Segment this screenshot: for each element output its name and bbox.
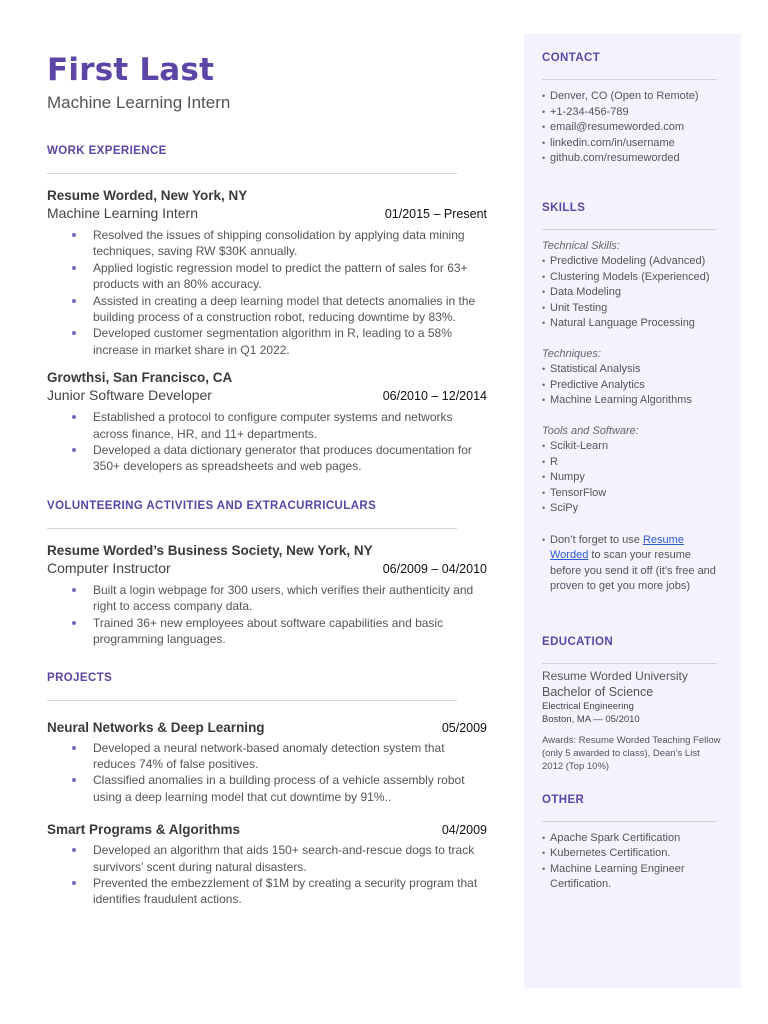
section-heading-projects: PROJECTS [47, 671, 113, 684]
bullet-item: Applied logistic regression model to predict the pattern of sales for 63+ products with an 80% accuracy. [47, 260, 487, 293]
section-divider [542, 79, 717, 80]
skill-item: • Statistical Analysis [542, 362, 723, 378]
bullet-item: Developed a data dictionary generator that produces documentation for 350+ developers as spreadsheets and web pages. [47, 442, 487, 475]
entry-organization: Growthsi, San Francisco, CA [47, 370, 233, 386]
project-title: Smart Programs & Algorithms [47, 822, 241, 838]
bullet-item: Developed a neural network-based anomaly detection system that reduces 74% of false positives. [47, 740, 487, 773]
education-school: Resume Worded University [542, 668, 688, 683]
skill-category-label: Tools and Software: [542, 424, 639, 437]
section-heading-contact: CONTACT [542, 52, 601, 64]
section-divider [542, 821, 717, 822]
sidebar [524, 34, 741, 988]
skill-item: • Clustering Models (Experienced) [542, 270, 723, 286]
entry-bullets [47, 740, 487, 806]
section-heading-work: WORK EXPERIENCE [47, 145, 167, 157]
tip-prefix: Don’t forget to use [550, 533, 643, 546]
tip-suffix: to scan your resume before you send it off (it’s free and proven to get you more jobs) [550, 549, 716, 592]
section-divider [542, 663, 717, 664]
skill-item: • Predictive Modeling (Advanced) [542, 254, 723, 270]
skill-item: • TensorFlow [542, 486, 723, 502]
education-awards: Awards: Resume Worded Teaching Fellow (only 5 awarded to class), Dean’s List 2012 (Top 10%) [542, 734, 721, 772]
section-heading-other: OTHER [542, 793, 585, 806]
skill-item: • Scikit-Learn [542, 439, 723, 455]
entry-dates: 06/2010 – 12/2014 [382, 389, 487, 404]
entry-bullets [47, 842, 487, 908]
resume-tip-text [542, 533, 723, 595]
entry-dates: 06/2009 – 04/2010 [382, 561, 487, 576]
education-location-date: Boston, MA — 05/2010 [542, 713, 640, 725]
contact-location: • Denver, CO (Open to Remote) [542, 89, 723, 105]
section-heading-volunteering: VOLUNTEERING ACTIVITIES AND EXTRACURRICULARS [47, 499, 377, 512]
skill-item: • Numpy [542, 470, 723, 486]
bullet-item: Classified anomalies in a building process of a vehicle assembly robot using a deep learning model that cut downtime by 91%.. [47, 772, 487, 805]
volunteering-section [47, 499, 487, 648]
skill-item: • R [542, 455, 723, 471]
bullet-item: Assisted in creating a deep learning model that detects anomalies in the building process of a construction robot, reducing downtime by 83%. [47, 293, 487, 326]
section-heading-skills: SKILLS [542, 201, 586, 214]
skill-item: • Data Modeling [542, 285, 723, 301]
contact-github: • github.com/resumeworded [542, 151, 723, 167]
section-heading-education: EDUCATION [542, 635, 614, 648]
bullet-item: Established a protocol to configure computer systems and networks across finance, HR, and 11+ departments. [47, 409, 487, 442]
skill-list [542, 362, 723, 409]
skill-category-label: Techniques: [542, 347, 601, 360]
project-entry [47, 821, 487, 908]
contact-email: • email@resumeworded.com [542, 120, 723, 136]
entry-bullets [47, 409, 487, 475]
certification-item: • Machine Learning Engineer Certification. [542, 862, 723, 893]
section-divider [47, 173, 457, 174]
skill-category-label: Technical Skills: [542, 239, 620, 252]
skill-item: • Machine Learning Algorithms [542, 393, 723, 409]
entry-dates: 01/2015 – Present [384, 207, 487, 221]
skill-item: • Predictive Analytics [542, 378, 723, 394]
section-divider [542, 229, 717, 230]
project-entry [47, 719, 487, 806]
work-experience-section [47, 144, 487, 475]
work-entry [47, 187, 487, 358]
main-column [47, 52, 487, 908]
section-divider [47, 700, 457, 701]
skill-list [542, 254, 723, 332]
section-divider [47, 528, 457, 529]
resume-tip [542, 533, 723, 595]
candidate-name: First Last [47, 52, 215, 88]
education-major: Electrical Engineering [542, 700, 634, 712]
resume-worded-link[interactable]: Resume Worded [550, 533, 684, 561]
skill-item: • SciPy [542, 501, 723, 517]
candidate-title: Machine Learning Intern [47, 93, 231, 112]
entry-bullets [47, 582, 487, 648]
bullet-item: Developed customer segmentation algorithm in R, leading to a 58% increase in market share in Q1 2022. [47, 325, 487, 358]
certification-item: • Apache Spark Certification [542, 831, 723, 847]
education-degree: Bachelor of Science [542, 684, 654, 699]
bullet-item: Developed an algorithm that aids 150+ search-and-rescue dogs to track survivors’ scent during natural disasters. [47, 842, 487, 875]
contact-linkedin: • linkedin.com/in/username [542, 136, 723, 152]
entry-organization: Resume Worded, New York, NY [47, 188, 248, 203]
project-title: Neural Networks & Deep Learning [47, 719, 265, 735]
other-list [542, 831, 723, 893]
project-date: 04/2009 [441, 823, 487, 838]
bullet-item: Trained 36+ new employees about software capabilities and basic programming languages. [47, 615, 487, 648]
project-date: 05/2009 [441, 720, 487, 735]
work-entry [47, 369, 487, 475]
volunteering-entry [47, 542, 487, 648]
bullet-item: Built a login webpage for 300 users, which verifies their authenticity and right to access company data. [47, 582, 487, 615]
skill-item: • Natural Language Processing [542, 316, 723, 332]
contact-list [542, 89, 723, 167]
entry-position: Computer Instructor [47, 559, 171, 576]
entry-bullets [47, 227, 487, 358]
bullet-item: Prevented the embezzlement of $1M by creating a security program that identifies fraudulent actions. [47, 875, 487, 908]
projects-section [47, 671, 487, 908]
entry-position: Junior Software Developer [47, 387, 212, 404]
bullet-item: Resolved the issues of shipping consolidation by applying data mining techniques, saving RW $30K annually. [47, 227, 487, 260]
contact-phone: • +1-234-456-789 [542, 105, 723, 121]
certification-item: • Kubernetes Certification. [542, 846, 723, 862]
entry-organization: Resume Worded’s Business Society, New York, NY [47, 542, 373, 558]
entry-position: Machine Learning Intern [47, 205, 198, 221]
skill-item: • Unit Testing [542, 301, 723, 317]
skill-list [542, 439, 723, 517]
